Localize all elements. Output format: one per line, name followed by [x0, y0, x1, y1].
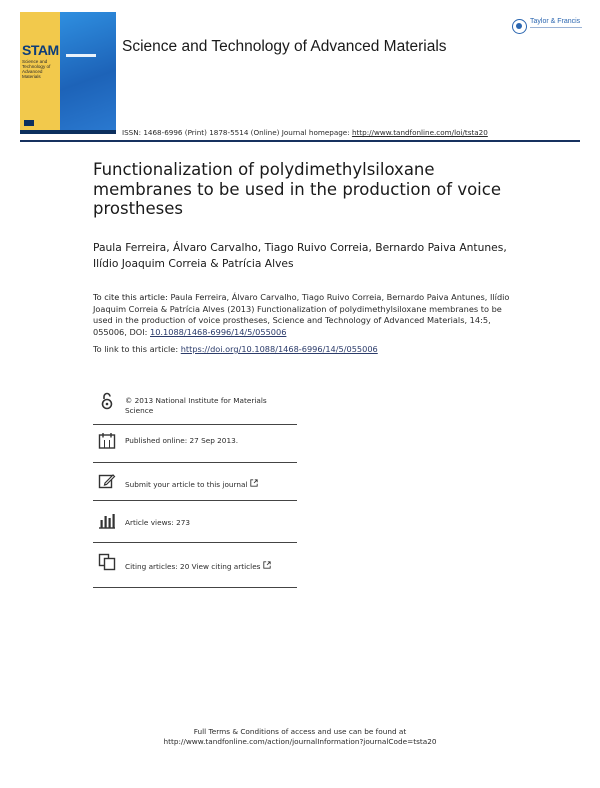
info-divider [93, 424, 297, 425]
publisher-logo-icon [512, 19, 527, 34]
journal-homepage-link[interactable]: http://www.tandfonline.com/loi/tsta20 [351, 128, 488, 137]
article-title: Functionalization of polydimethylsiloxane membranes to be used in the production of voice prostheses [93, 160, 501, 218]
copy-icon [98, 553, 116, 571]
citation-block [93, 292, 513, 338]
submit-article-link[interactable] [125, 479, 297, 490]
views-row [93, 512, 297, 532]
citing-row[interactable] [93, 553, 297, 573]
info-divider [93, 500, 297, 501]
external-link-icon [250, 479, 258, 487]
citing-articles-link[interactable] [125, 561, 297, 572]
calendar-icon [98, 432, 116, 450]
info-divider [93, 587, 297, 588]
license-row [93, 392, 297, 418]
cover-acronym: STAM [22, 42, 59, 58]
issn-text: ISSN: 1468-6996 (Print) 1878-5514 (Online) Journal homepage: [122, 128, 352, 137]
cover-publisher-logo [24, 120, 34, 126]
journal-cover [20, 12, 116, 134]
info-divider [93, 462, 297, 463]
external-link-icon [263, 561, 271, 569]
cover-subtitle: Science and Technology of Advanced Materials [22, 59, 51, 79]
footer [0, 727, 600, 747]
article-authors: Paula Ferreira, Álvaro Carvalho, Tiago Ruivo Correia, Bernardo Paiva Antunes, Ilídio Joaquim Correia & Patrícia Alves [93, 241, 507, 270]
cite-text: Paula Ferreira, Álvaro Carvalho, Tiago Ruivo Correia, Bernardo Paiva Antunes, Ilídio Joaquim Correia & Patrícia Alves (2013) Functionalization of polydimethylsiloxane membranes to be used in the production of voice prostheses, Science and Technology of Advanced Materials, 14:5, 055006, DOI: [93, 292, 510, 337]
footer-terms-url[interactable]: http://www.tandfonline.com/action/journalInformation?journalCode=tsta20 [163, 737, 437, 746]
publisher-name: Taylor & Francis [530, 18, 581, 25]
edit-icon [98, 472, 116, 490]
issn-line [122, 128, 488, 137]
open-access-icon [98, 392, 116, 410]
header-divider [20, 140, 580, 142]
journal-title: Science and Technology of Advanced Materials [122, 38, 447, 55]
article-link-line [93, 344, 513, 354]
link-label: To link to this article: [93, 344, 181, 354]
published-row [93, 432, 297, 452]
doi-link[interactable]: 10.1088/1468-6996/14/5/055006 [150, 326, 287, 337]
submit-row[interactable] [93, 472, 297, 492]
bar-chart-icon [98, 512, 116, 530]
cite-label: To cite this article: [93, 292, 171, 302]
footer-terms-text: Full Terms & Conditions of access and use can be found at [193, 727, 407, 736]
citing-articles-text: Citing articles: 20 View citing articles [125, 562, 261, 571]
info-divider [93, 542, 297, 543]
article-doi-url[interactable]: https://doi.org/10.1088/1468-6996/14/5/055006 [180, 344, 378, 354]
publisher-logo[interactable] [512, 16, 588, 42]
article-views-text: Article views: 273 [125, 518, 191, 527]
published-date-text: Published online: 27 Sep 2013. [125, 436, 239, 445]
license-text: © 2013 National Institute for Materials Science [125, 396, 267, 415]
submit-article-text: Submit your article to this journal [125, 480, 248, 489]
